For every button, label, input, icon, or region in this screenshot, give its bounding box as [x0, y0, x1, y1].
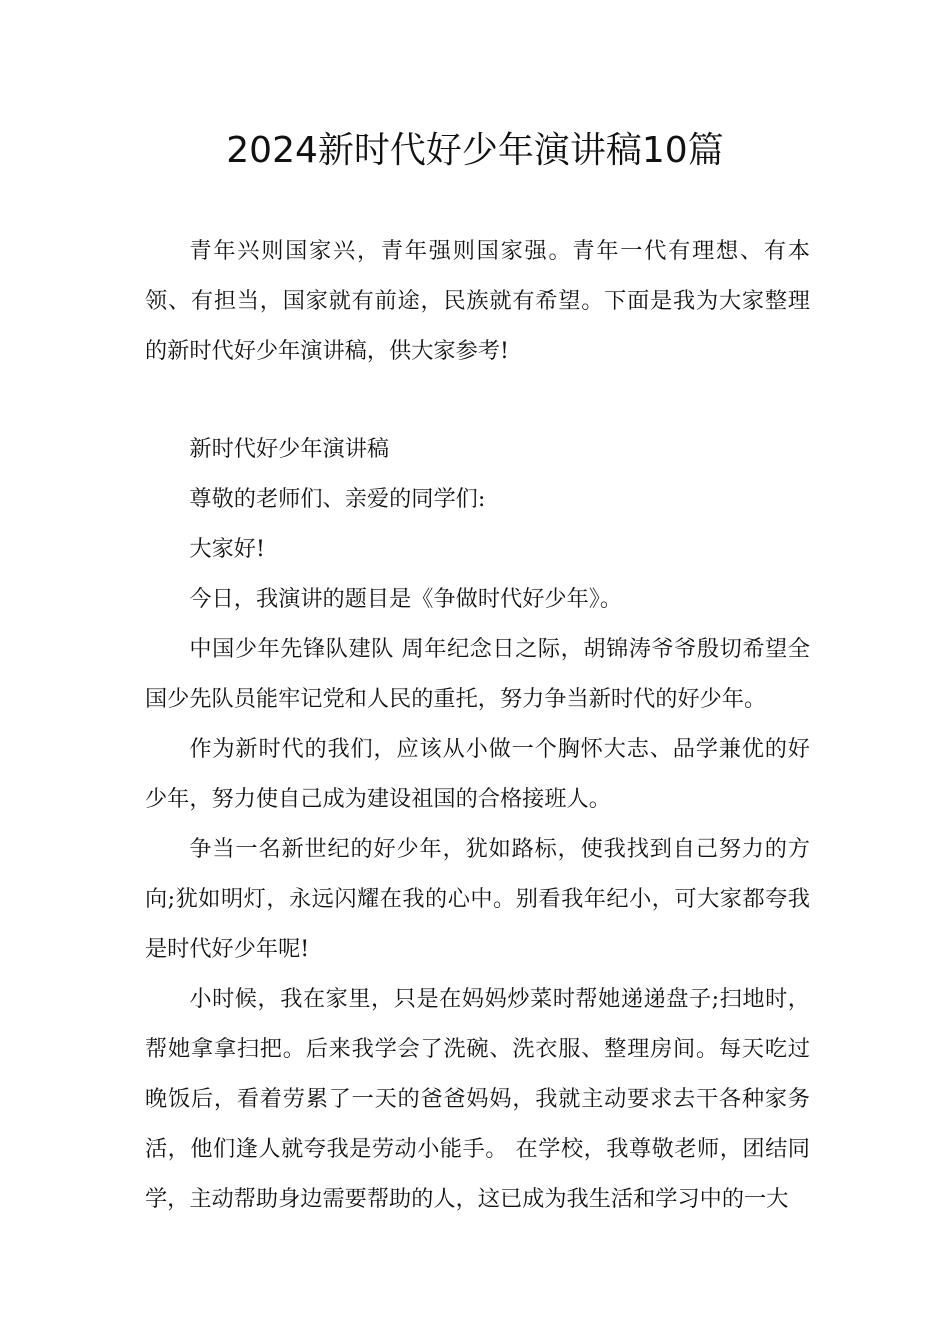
- body-paragraph: 争当一名新世纪的好少年，犹如路标，使我找到自己努力的方向;犹如明灯，永远闪耀在我的心中。别看我年纪小，可大家都夸我是时代好少年呢!: [145, 836, 810, 962]
- greeting-paragraph: 大家好!: [189, 536, 265, 562]
- salutation-paragraph: 尊敬的老师们、亲爱的同学们:: [189, 486, 486, 512]
- section-heading: 新时代好少年演讲稿: [189, 436, 390, 462]
- body-paragraph: 中国少年先锋队建队 周年纪念日之际，胡锦涛爷爷殷切希望全国少先队员能牢记党和人民的重托，努力争当新时代的好少年。: [145, 636, 810, 712]
- document-body: [145, 226, 810, 1224]
- intro-paragraph: 青年兴则国家兴，青年强则国家强。青年一代有理想、有本领、有担当，国家就有前途，民族就有希望。下面是我为大家整理的新时代好少年演讲稿，供大家参考!: [145, 238, 810, 364]
- document-title: 2024新时代好少年演讲稿10篇: [226, 130, 724, 171]
- body-paragraph: 作为新时代的我们，应该从小做一个胸怀大志、品学兼优的好少年，努力使自己成为建设祖国的合格接班人。: [145, 736, 810, 812]
- body-paragraph: 小时候，我在家里，只是在妈妈炒菜时帮她递递盘子;扫地时，帮她拿拿扫把。后来我学会了洗碗、洗衣服、整理房间。每天吃过晚饭后，看着劳累了一天的爸爸妈妈，我就主动要求去干各种家务活，他们逢人就夸我是劳动小能手。 在学校，我尊敬老师，团结同学，主动帮助身边需要帮助的人，这已成为我生活和学习中的一大: [145, 986, 810, 1212]
- topic-paragraph: 今日，我演讲的题目是《争做时代好少年》。: [189, 586, 623, 612]
